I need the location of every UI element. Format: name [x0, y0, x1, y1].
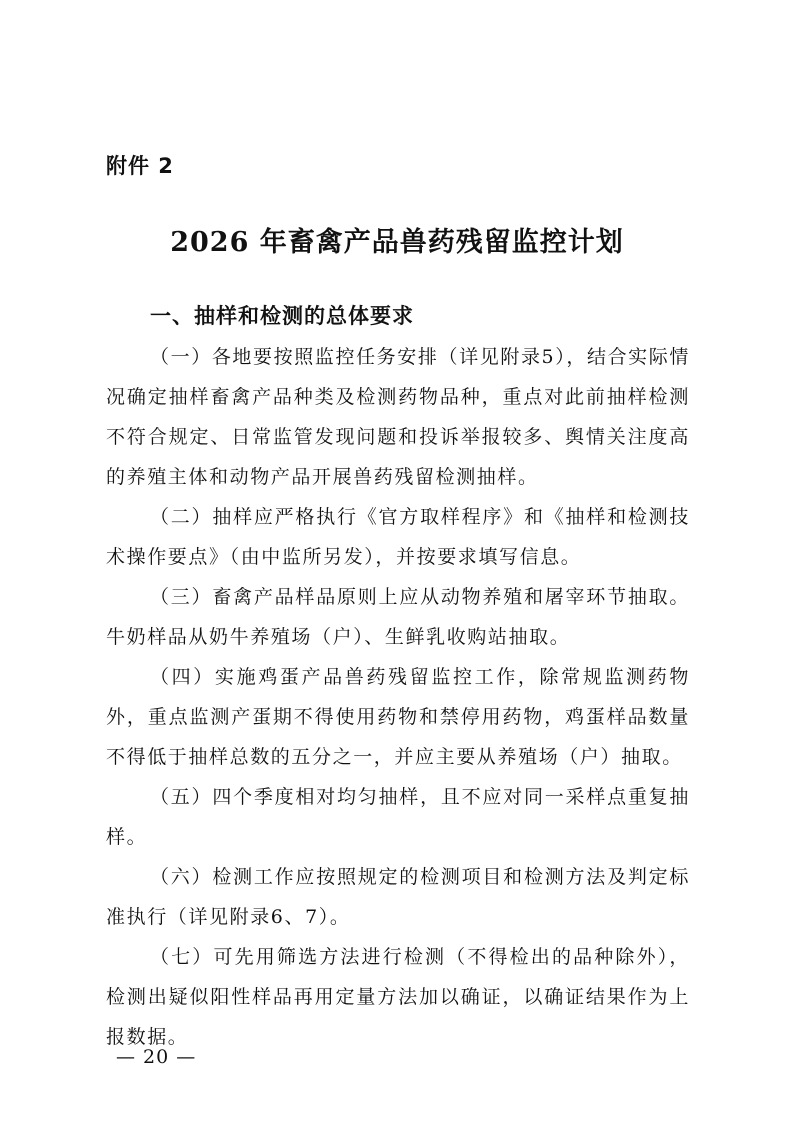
paragraph-7: （七）可先用筛选方法进行检测（不得检出的品种除外），检测出疑似阳性样品再用定量方法加以确证，以确证结果作为上报数据。: [106, 946, 690, 1048]
document-title: 2026 年畜禽产品兽药残留监控计划: [170, 227, 624, 258]
paragraph-3: （三）畜禽产品样品原则上应从动物养殖和屠宰环节抽取。牛奶样品从奶牛养殖场（户）、生鲜乳收购站抽取。: [106, 586, 690, 648]
paragraph-1: （一）各地要按照监控任务安排（详见附录5），结合实际情况确定抽样畜禽产品种类及检测药物品种，重点对此前抽样检测不符合规定、日常监管发现问题和投诉举报较多、舆情关注度高的养殖主体和动物产品开展兽药残留检测抽样。: [106, 346, 690, 488]
paragraph-4: （四）实施鸡蛋产品兽药残留监控工作，除常规监测药物外，重点监测产蛋期不得使用药物和禁停用药物，鸡蛋样品数量不得低于抽样总数的五分之一，并应主要从养殖场（户）抽取。: [106, 666, 690, 768]
page-number: — 20 —: [116, 1046, 197, 1068]
section-body: [106, 337, 690, 1057]
paragraph-2: （二）抽样应严格执行《官方取样程序》和《抽样和检测技术操作要点》（由中监所另发），并按要求填写信息。: [106, 506, 690, 568]
section-heading: 一、抽样和检测的总体要求: [150, 304, 414, 328]
paragraph-5: （五）四个季度相对均匀抽样，且不应对同一采样点重复抽样。: [106, 786, 690, 848]
attachment-label: 附件 2: [106, 154, 174, 178]
paragraph-6: （六）检测工作应按照规定的检测项目和检测方法及判定标准执行（详见附录6、7）。: [106, 866, 690, 928]
